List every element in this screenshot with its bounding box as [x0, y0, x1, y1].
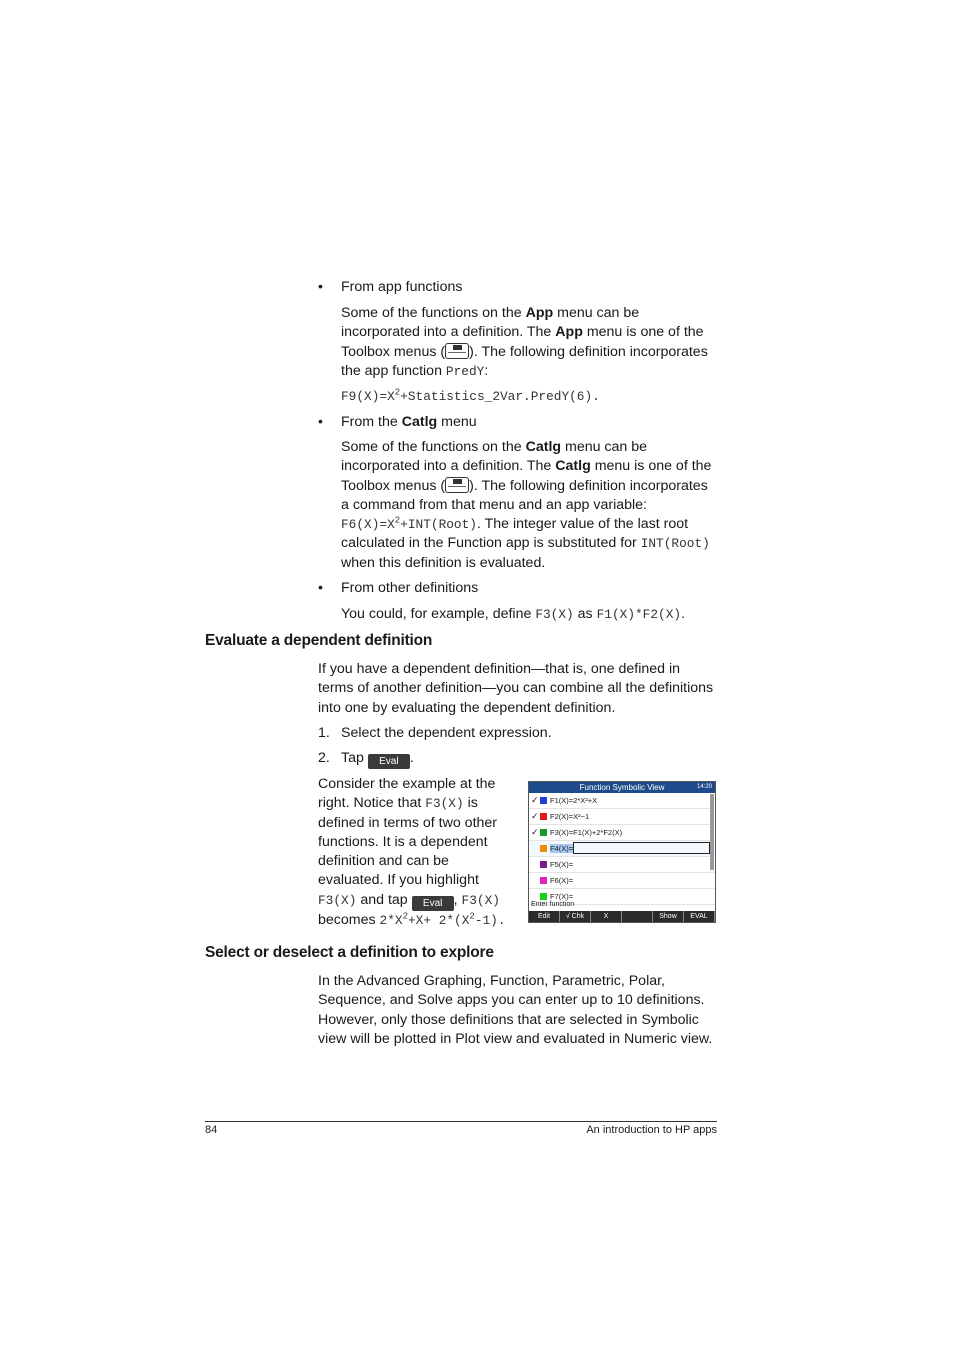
calc-check-mark[interactable]: ✓: [531, 811, 539, 821]
other-definitions-paragraph: [341, 605, 717, 624]
text: .: [681, 606, 686, 622]
text: ). The following definition incorporates the app function: [341, 343, 708, 379]
calc-softkey[interactable]: Show: [653, 911, 684, 922]
bullet-label: From app functions: [341, 279, 463, 295]
text: You could, for example, define: [341, 606, 532, 622]
calc-color-swatch: [540, 797, 547, 804]
footer-rule: [205, 1121, 717, 1122]
code-f3: F3(X): [318, 892, 357, 908]
calc-function-row[interactable]: [529, 825, 715, 841]
heading-select-deselect: Select or deselect a definition to explore: [205, 944, 494, 961]
calc-check-mark[interactable]: ✓: [531, 827, 539, 837]
step-2: [318, 749, 718, 768]
app-menu-name: App: [525, 305, 554, 321]
chapter-title: An introduction to HP apps: [586, 1124, 717, 1136]
text: From the: [341, 414, 398, 430]
calculator-screenshot: [528, 781, 716, 923]
calc-function-row[interactable]: [529, 857, 715, 873]
calc-function-text: F4(X)=: [550, 844, 574, 853]
calc-function-row[interactable]: [529, 809, 715, 825]
calc-color-swatch: [540, 861, 547, 868]
superscript: 2: [394, 387, 401, 398]
text: menu can be incorporated into a definition. The: [341, 439, 648, 475]
calc-edit-box[interactable]: [573, 842, 710, 854]
step-text: Select the dependent expression.: [341, 725, 552, 741]
code: +Statistics_2Var.PredY(6).: [400, 389, 600, 404]
code: F9(X)=X: [341, 389, 395, 404]
calc-function-row[interactable]: [529, 873, 715, 889]
text: Consider the example at the right. Notice that: [318, 776, 496, 812]
eval-key: Eval: [368, 754, 410, 769]
code-predy: PredY: [445, 363, 485, 379]
eval-key: Eval: [412, 896, 454, 911]
code-f3: F3(X): [425, 796, 464, 812]
text: when this definition is evaluated.: [341, 554, 546, 571]
catlg-menu-name: Catlg: [401, 414, 438, 430]
calc-softkey[interactable]: EVAL: [684, 911, 715, 922]
bullet-other-definitions: [318, 579, 717, 598]
catlg-menu-name: Catlg: [555, 458, 591, 475]
text: Some of the functions on the: [341, 305, 522, 321]
text: is defined in terms of two other functions. It is a dependent definition and can be evaluated. If you highlight: [318, 795, 498, 889]
bullet-dot: •: [318, 279, 323, 295]
catlg-menu-name: Catlg: [525, 439, 562, 455]
calc-status: Enter function: [531, 901, 575, 908]
calc-softkey[interactable]: X: [591, 911, 622, 922]
code-f3: F3(X): [535, 607, 574, 622]
consider-example-paragraph: Consider the example at the right. Notice that F3(X) is defined in terms of two other functions. It is a dependent definition and can be evaluated. If you highlight F3(X) and tap Eval , F3(X) becomes $2*X^2+X+ 2*(X^2-1)$.: [318, 776, 506, 928]
calc-softkey[interactable]: Edit: [529, 911, 560, 922]
calc-function-text: F1(X)=2*X²+X: [550, 796, 598, 805]
bullet-dot: •: [318, 580, 323, 596]
calc-function-text: F2(X)=X²−1: [550, 812, 590, 821]
calc-function-row[interactable]: [529, 793, 715, 809]
calc-color-swatch: [540, 893, 547, 900]
code: +INT(Root): [400, 517, 477, 533]
calc-time: 14:20: [696, 784, 712, 790]
code-f9-definition: [341, 389, 600, 404]
calc-color-swatch: [540, 845, 547, 852]
calc-function-list: [529, 793, 715, 905]
bullet-app-functions: [318, 278, 717, 297]
text: Some of the functions on the: [341, 439, 522, 455]
code: +X+ 2*(X: [407, 912, 470, 928]
calc-title: Function Symbolic View: [579, 783, 665, 792]
step-number: 1.: [318, 725, 330, 741]
text: menu can be incorporated into a definition. The: [341, 305, 640, 341]
step-1: [318, 724, 718, 743]
text: and tap: [360, 891, 408, 908]
text: as: [577, 606, 593, 622]
calc-check-mark[interactable]: ✓: [531, 795, 539, 805]
text: Tap: [341, 750, 364, 766]
text: ). The following definition incorporates a command from that menu and an app variable:: [341, 477, 708, 513]
text: menu is one of the Toolbox menus (: [341, 324, 704, 360]
calc-function-text: F7(X)=: [550, 892, 574, 901]
superscript: 2: [402, 911, 408, 922]
page-number: 84: [205, 1124, 218, 1136]
bullet-label: From other definitions: [341, 580, 479, 596]
code-f6-definition: [341, 517, 477, 532]
app-menu-name: App: [555, 324, 583, 341]
calc-function-text: F6(X)=: [550, 876, 574, 885]
calc-color-swatch: [540, 877, 547, 884]
calc-color-swatch: [540, 829, 547, 836]
text: menu is one of the Toolbox menus (: [341, 458, 712, 494]
toolbox-key-icon: [445, 477, 469, 493]
calc-function-text: F5(X)=: [550, 860, 574, 869]
code-f3: F3(X): [461, 892, 500, 908]
superscript: 2: [469, 911, 475, 922]
text: becomes: [318, 911, 376, 928]
calc-softkey[interactable]: [622, 911, 653, 922]
calc-softkey-menu: [529, 911, 715, 922]
calc-color-swatch: [540, 813, 547, 820]
step-number: 2.: [318, 750, 330, 766]
app-functions-paragraph: Some of the functions on the App menu can be incorporated into a definition. The App menu is one of the Toolbox menus ( ). The following definition incorporates the app function PredY:: [341, 305, 708, 379]
superscript: 2: [394, 515, 401, 526]
code-int-root: INT(Root): [640, 536, 710, 552]
heading-evaluate-dependent: Evaluate a dependent definition: [205, 632, 433, 649]
code-result: [380, 913, 506, 928]
calc-scrollbar: [710, 794, 714, 870]
code-f1-times-f2: F1(X)*F2(X): [596, 607, 682, 622]
bullet-dot: •: [318, 414, 323, 430]
step-text: Tap Eval .: [341, 750, 414, 767]
calc-function-row[interactable]: [529, 841, 715, 857]
calc-softkey[interactable]: √ Chk: [560, 911, 591, 922]
text: . The integer value of the last root calculated in the Function app is substituted for: [341, 516, 689, 552]
code: -1).: [474, 912, 506, 928]
text: menu: [441, 414, 477, 430]
calc-title-bar: [529, 782, 715, 793]
calc-function-text: F3(X)=F1(X)+2*F2(X): [550, 828, 623, 837]
select-deselect-paragraph: In the Advanced Graphing, Function, Parametric, Polar, Sequence, and Solve apps you can enter up to 10 definitions. However, only those definitions that are selected in Symbolic view will be plotted in Plot view and evaluated in Numeric view.: [318, 973, 713, 1047]
toolbox-key-icon: [445, 343, 469, 359]
bullet-catlg-menu: [318, 413, 717, 432]
evaluate-intro: If you have a dependent definition—that is, one defined in terms of another definition—you can combine all the definitions into one by evaluating the dependent definition.: [318, 661, 714, 716]
code: F6(X)=X: [341, 517, 395, 533]
code: 2*X: [379, 912, 403, 928]
catlg-paragraph: [341, 438, 717, 573]
